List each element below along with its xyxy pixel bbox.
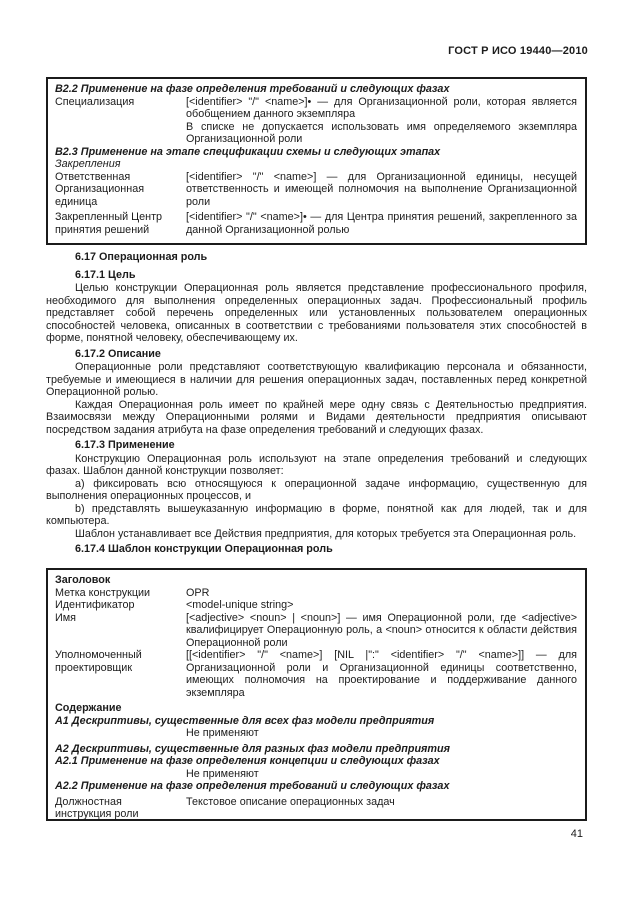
field-label: Закрепленный Центр принятия решений: [55, 211, 163, 236]
table-row-decision-center: [55, 211, 577, 236]
field-value: <model-unique string>: [186, 599, 294, 611]
body-text: [46, 249, 587, 557]
heading-6-17-1: 6.17.1 Цель: [75, 268, 136, 281]
paragraph-description-1: Операционные роли представляют соответствующую квалификацию персонала и обязанности, требуемые и имеющиеся в наличии для решения операционных задач, поставленных перед конкретной Операционной ролью.: [46, 361, 587, 398]
field-value-line: В списке не допускается использовать имя определяемого экземпляра Организационной роли: [186, 120, 577, 145]
field-value: [<identifier> "/" <name>]• — для Центра принятия решений, закрепленного за данной Организационной ролью: [186, 211, 577, 236]
section-a22-title: А2.2 Применение на фазе определения требований и следующих фазах: [55, 780, 450, 792]
operational-role-template-table: [46, 568, 587, 821]
paragraph-application-intro: Конструкцию Операционная роль используют на этапе определения требований и следующих фазах. Шаблон данной конструкции позволяет:: [46, 452, 587, 477]
field-value: [[<identifier> "/" <name>] [NIL |":" <identifier> "/" <name>]] — для Организационной роли и Организационной единицы соответственно, имеющих полномочия на проектирование и поддерживание данного экземпляра: [186, 649, 577, 699]
table-row-identifier: [55, 599, 577, 612]
section-b23-title: В2.3 Применение на этапе спецификации схемы и следующих этапах: [55, 145, 441, 158]
table-row-designer: [55, 649, 577, 699]
table-row-a1-value: [55, 727, 577, 740]
field-label: Идентификатор: [55, 599, 135, 611]
field-value: OPR: [186, 586, 210, 599]
section-a21-title: А2.1 Применение на фазе определения концепции и следующих фазах: [55, 755, 440, 767]
section-a2-title: А2 Дескриптивы, существенные для разных фаз модели предприятия: [55, 742, 450, 755]
paragraph-description-2: Каждая Операционная роль имеет по крайней мере одну связь с Деятельностью предприятия. Взаимосвязи между Операционными ролями и Видами деятельности предприятия описывают посредством задания атрибута на фазе определения требований и следующих фазах.: [46, 398, 587, 436]
field-value: Не применяют: [186, 767, 259, 780]
page-number: 41: [570, 828, 583, 840]
field-label: Метка конструкции: [55, 586, 151, 599]
document-code-header: ГОСТ Р ИСО 19440—2010: [448, 45, 588, 57]
field-label: Уполномоченный проектировщик: [55, 649, 142, 674]
heading-6-17-2: 6.17.2 Описание: [75, 347, 161, 360]
field-value: [<identifier> "/" <name>] — для Организационной единицы, несущей ответственность и имеющей полномочия на выполнение Организационной роли: [186, 170, 577, 208]
paragraph-application-final: Шаблон устанавливает все Действия предприятия, для которых требуется эта Операционная роль.: [75, 527, 577, 540]
template-content-title: Содержание: [55, 702, 122, 714]
table-row-name: [55, 612, 577, 650]
table-row-construct-label: [55, 587, 577, 600]
field-value-line: [<identifier> "/" <name>]• — для Организационной роли, которая является обобщением данного экземпляра: [186, 95, 577, 120]
heading-6-17: 6.17 Операционная роль: [75, 251, 208, 263]
field-label: Ответственная Организационная единица: [55, 170, 145, 208]
spec-phase-table: [46, 77, 587, 245]
heading-6-17-4: 6.17.4 Шаблон конструкции Операционная роль: [75, 543, 333, 555]
template-header-title: Заголовок: [55, 574, 111, 586]
field-value: [186, 96, 577, 146]
field-value: Не применяют: [186, 727, 259, 739]
field-value: [<adjective> <noun> | <noun>] — имя Операционной роли, где <adjective> квалифицирует Операционную роль, а <noun> относится к области действия Операционной роли: [186, 611, 577, 649]
paragraph-application-a: a) фиксировать всю относящуюся к операционной задаче информацию, существенную для выполнения операционных процессов, и: [46, 477, 587, 502]
field-label: Специализация: [55, 95, 135, 108]
field-value: Текстовое описание операционных задач: [186, 795, 395, 808]
field-label: Должностная инструкция роли: [55, 795, 139, 820]
table-row-responsible-unit: [55, 171, 577, 209]
paragraph-goal: Целью конструкции Операционная роль является представление профессионального профиля, необходимого для выполнения определенных операционных задач. Профессиональный профиль представляет собой перечень определенных или установленных пользователем операционных способностей человека, описанных в соответствии с требованиями пользователя этих способностей в форме, понятной человеку, обеспечивающему их.: [46, 282, 587, 344]
heading-6-17-3: 6.17.3 Применение: [75, 439, 175, 451]
field-label: Имя: [55, 611, 77, 624]
section-b22-title: В2.2 Применение на фазе определения требований и следующих фазах: [55, 83, 450, 95]
table-row-a21-value: [55, 768, 577, 781]
table-row-specialization: [55, 96, 577, 146]
section-a1-title: А1 Дескриптивы, существенные для всех фаз модели предприятия: [55, 714, 435, 727]
assignments-label: Закрепления: [55, 158, 121, 170]
paragraph-application-b: b) представлять вышеуказанную информацию в форме, понятной как для людей, так и для компьютера.: [46, 502, 587, 527]
table-row-role-instruction: [55, 796, 577, 821]
